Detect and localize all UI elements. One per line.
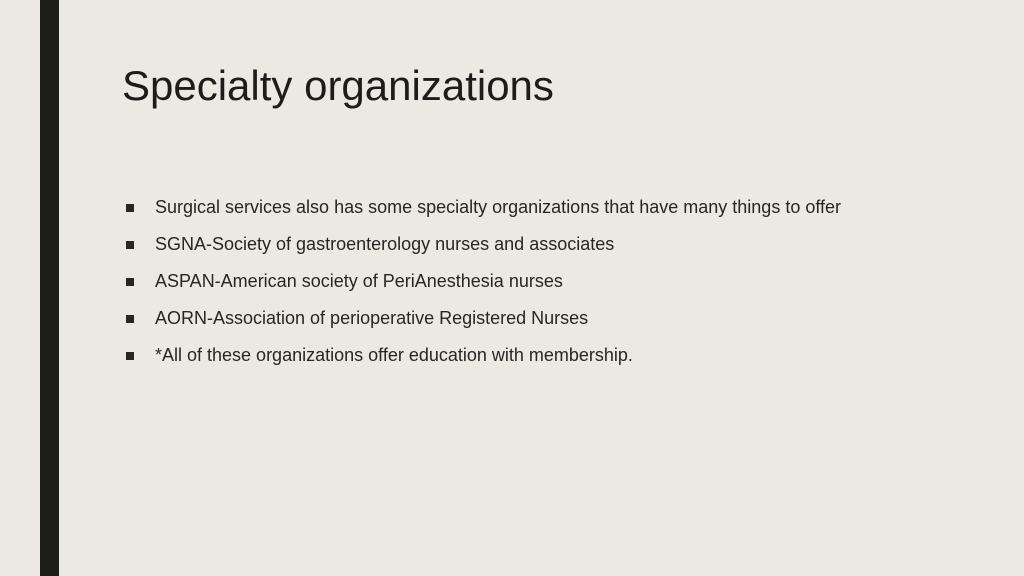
square-bullet-icon (126, 315, 134, 323)
slide-title: Specialty organizations (122, 62, 554, 109)
bullet-item (122, 233, 892, 256)
bullet-text: *All of these organizations offer education with membership. (155, 345, 633, 365)
square-bullet-icon (126, 352, 134, 360)
square-bullet-icon (126, 278, 134, 286)
accent-bar (40, 0, 59, 576)
square-bullet-icon (126, 241, 134, 249)
bullet-text: SGNA-Society of gastroenterology nurses and associates (155, 234, 615, 254)
square-bullet-icon (126, 204, 134, 212)
bullet-item (122, 344, 892, 367)
bullet-item (122, 307, 892, 330)
bullet-list (122, 196, 892, 381)
bullet-text: ASPAN-American society of PeriAnesthesia nurses (155, 271, 563, 291)
bullet-text: AORN-Association of perioperative Registered Nurses (155, 308, 589, 328)
bullet-text: Surgical services also has some specialty organizations that have many things to offer (155, 197, 842, 217)
bullet-item (122, 196, 892, 219)
bullet-item (122, 270, 892, 293)
